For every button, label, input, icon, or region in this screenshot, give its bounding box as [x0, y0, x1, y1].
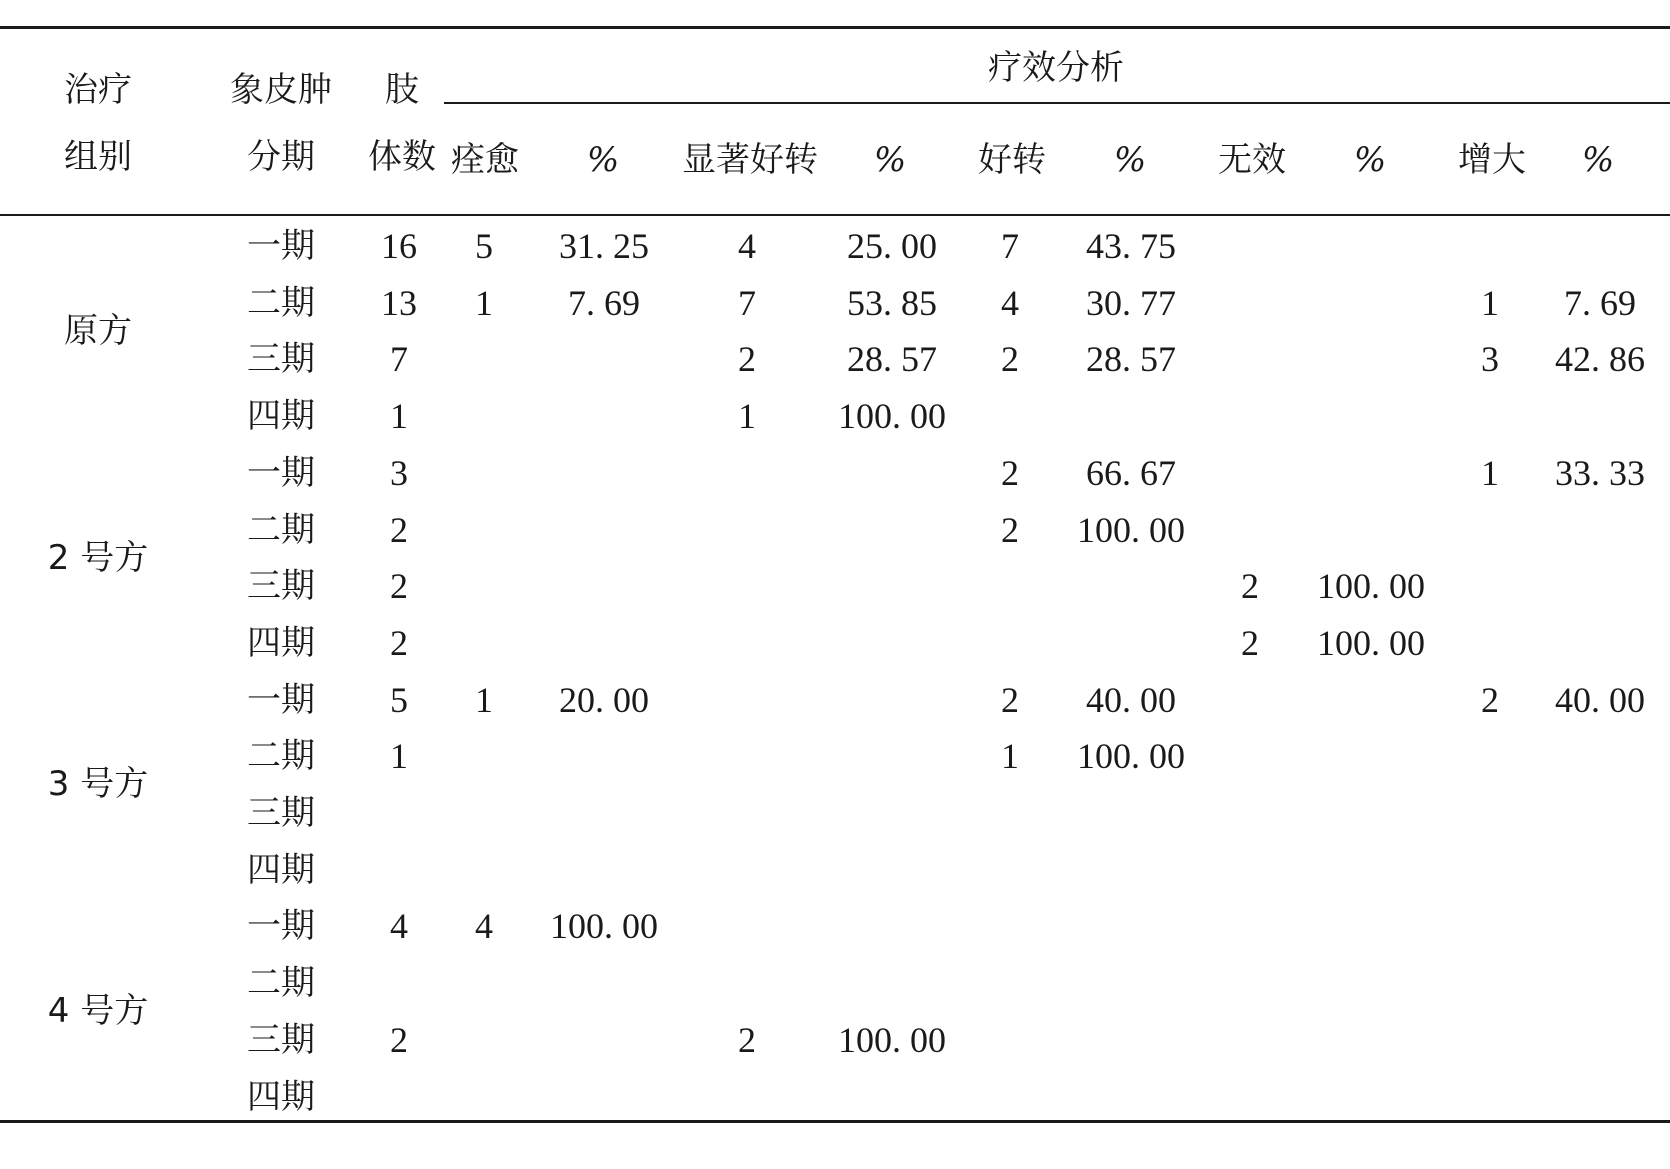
row-cell-imp: 2: [1001, 679, 1019, 720]
row-cell-sig-pct: 25. 00: [847, 226, 937, 266]
header-effect-span: 疗效分析: [988, 48, 1124, 88]
row-cell-limbs: 3: [390, 452, 408, 493]
row-stage: 三期: [247, 1019, 315, 1060]
row-cell-sig: 7: [738, 282, 756, 323]
header-limbs-line2: 体数: [368, 137, 436, 177]
row-cell-limbs: 1: [390, 396, 408, 437]
row-cell-inc-pct: 42. 86: [1555, 339, 1645, 380]
header-span-rule: [444, 102, 1670, 104]
row-stage: 四期: [247, 396, 315, 437]
row-cell-limbs: 2: [390, 622, 408, 663]
row-cell-imp: 2: [1001, 339, 1019, 380]
header-bottom-rule: [0, 214, 1670, 216]
header-col-ineffective-pct: %: [1353, 140, 1387, 180]
row-cell-imp-pct: 28. 57: [1086, 339, 1176, 380]
row-cell-imp-pct: 100. 00: [1077, 736, 1185, 777]
row-cell-limbs: 5: [390, 679, 408, 720]
row-cell-cured: 1: [475, 282, 493, 323]
table-top-rule: [0, 26, 1670, 29]
row-cell-limbs: 16: [381, 226, 417, 266]
row-cell-inc: 1: [1481, 282, 1499, 323]
row-cell-inc-pct: 7. 69: [1564, 282, 1636, 323]
row-cell-imp: 2: [1001, 509, 1019, 550]
row-stage: 二期: [247, 963, 315, 1004]
row-cell-imp: 4: [1001, 282, 1019, 323]
row-cell-cured-pct: 7. 69: [568, 282, 640, 323]
row-cell-inc: 3: [1481, 339, 1499, 380]
header-stage-line2: 分期: [247, 137, 315, 177]
table-bottom-rule: [0, 1120, 1670, 1123]
row-stage: 一期: [247, 679, 315, 720]
row-cell-sig-pct: 100. 00: [838, 1019, 946, 1060]
row-stage: 一期: [247, 226, 315, 266]
row-cell-limbs: 13: [381, 282, 417, 323]
header-col-increased-pct: %: [1581, 140, 1615, 180]
row-stage: 三期: [247, 566, 315, 607]
row-cell-limbs: 7: [390, 339, 408, 380]
row-cell-sig: 4: [738, 226, 756, 266]
header-col-ineffective: 无效: [1218, 140, 1286, 180]
header-stage-line1: 象皮肿: [230, 70, 332, 110]
header-limbs-line1: 肢: [385, 70, 419, 110]
row-cell-sig-pct: 28. 57: [847, 339, 937, 380]
row-cell-sig: 2: [738, 339, 756, 380]
row-cell-limbs: 1: [390, 736, 408, 777]
row-stage: 四期: [247, 849, 315, 890]
group-label-formula-3: 3 号方: [47, 764, 149, 804]
row-cell-limbs: 2: [390, 509, 408, 550]
header-col-significant: 显著好转: [682, 140, 818, 180]
row-cell-sig: 1: [738, 396, 756, 437]
header-group-line2: 组别: [64, 137, 132, 177]
row-stage: 二期: [247, 509, 315, 550]
header-col-significant-pct: %: [873, 140, 907, 180]
row-cell-sig: 2: [738, 1019, 756, 1060]
row-cell-sig-pct: 53. 85: [847, 282, 937, 323]
group-label-formula-4: 4 号方: [47, 991, 149, 1031]
row-stage: 四期: [247, 1076, 315, 1117]
row-cell-inc-pct: 40. 00: [1555, 679, 1645, 720]
group-label-formula-2: 2 号方: [47, 538, 149, 578]
row-cell-inc: 1: [1481, 452, 1499, 493]
header-col-improved: 好转: [978, 140, 1046, 180]
row-cell-imp: 1: [1001, 736, 1019, 777]
header-col-increased: 增大: [1458, 140, 1526, 180]
row-cell-imp-pct: 30. 77: [1086, 282, 1176, 323]
row-cell-cured-pct: 31. 25: [559, 226, 649, 266]
row-cell-inc: 2: [1481, 679, 1499, 720]
row-cell-limbs: 2: [390, 1019, 408, 1060]
row-cell-imp: 2: [1001, 452, 1019, 493]
group-label-original: 原方: [64, 311, 132, 351]
row-stage: 二期: [247, 282, 315, 323]
row-cell-cured: 4: [475, 906, 493, 947]
header-col-cured-pct: %: [586, 140, 620, 180]
row-cell-cured-pct: 100. 00: [550, 906, 658, 947]
header-col-cured: 痊愈: [451, 140, 519, 180]
row-cell-none: 2: [1241, 622, 1259, 663]
row-cell-limbs: 2: [390, 566, 408, 607]
row-stage: 三期: [247, 339, 315, 380]
row-stage: 二期: [247, 736, 315, 777]
row-cell-none-pct: 100. 00: [1317, 566, 1425, 607]
row-cell-imp-pct: 100. 00: [1077, 509, 1185, 550]
row-cell-sig-pct: 100. 00: [838, 396, 946, 437]
row-cell-imp-pct: 43. 75: [1086, 226, 1176, 266]
row-cell-limbs: 4: [390, 906, 408, 947]
row-cell-cured: 1: [475, 679, 493, 720]
row-cell-imp: 7: [1001, 226, 1019, 266]
row-cell-imp-pct: 40. 00: [1086, 679, 1176, 720]
header-group-line1: 治疗: [64, 70, 132, 110]
row-cell-none: 2: [1241, 566, 1259, 607]
row-stage: 一期: [247, 452, 315, 493]
row-cell-imp-pct: 66. 67: [1086, 452, 1176, 493]
row-cell-inc-pct: 33. 33: [1555, 452, 1645, 493]
row-stage: 四期: [247, 622, 315, 663]
row-cell-none-pct: 100. 00: [1317, 622, 1425, 663]
row-cell-cured-pct: 20. 00: [559, 679, 649, 720]
header-col-improved-pct: %: [1113, 140, 1147, 180]
row-stage: 三期: [247, 793, 315, 833]
row-stage: 一期: [247, 906, 315, 947]
row-cell-cured: 5: [475, 226, 493, 266]
